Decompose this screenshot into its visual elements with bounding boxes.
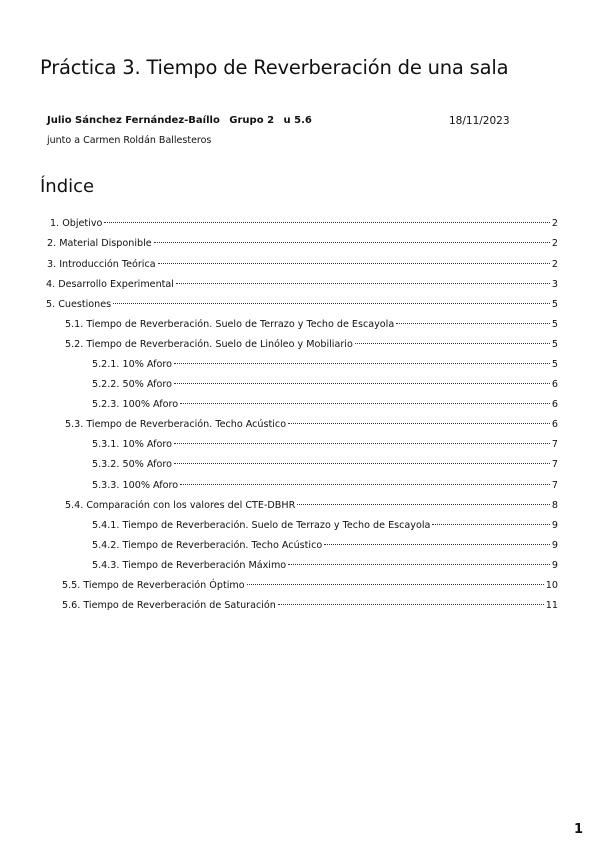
toc-entry-page: 2 xyxy=(551,218,558,229)
toc-leader-dots xyxy=(174,363,550,364)
toc-entry[interactable] xyxy=(92,558,558,574)
toc-entry[interactable] xyxy=(92,478,558,494)
toc-entry[interactable] xyxy=(92,538,558,554)
toc-entry[interactable] xyxy=(62,578,558,594)
toc-entry-label: 5.2.1. 10% Aforo xyxy=(92,359,172,370)
toc-entry-page: 5 xyxy=(551,359,558,370)
document-title: Práctica 3. Tiempo de Reverberación de una sala xyxy=(40,56,509,79)
toc-entry-label: 5.3.2. 50% Aforo xyxy=(92,459,172,470)
toc-leader-dots xyxy=(174,443,550,444)
toc-entry-page: 5 xyxy=(551,339,558,350)
toc-entry-page: 8 xyxy=(551,500,558,511)
toc-entry-page: 5 xyxy=(551,299,558,310)
toc-entry-page: 6 xyxy=(551,419,558,430)
toc-leader-dots xyxy=(180,484,550,485)
coauthor-line: junto a Carmen Roldán Ballesteros xyxy=(47,135,212,146)
toc-entry-page: 6 xyxy=(551,379,558,390)
toc-entry-page: 6 xyxy=(551,399,558,410)
toc-entry-page: 7 xyxy=(551,480,558,491)
toc-entry-label: 5.2.2. 50% Aforo xyxy=(92,379,172,390)
toc-entry[interactable] xyxy=(65,317,558,333)
toc-entry[interactable] xyxy=(46,277,558,293)
toc-entry-label: 2. Material Disponible xyxy=(47,238,152,249)
toc-entry[interactable] xyxy=(65,417,558,433)
toc-entry[interactable] xyxy=(92,518,558,534)
document-date: 18/11/2023 xyxy=(449,115,510,127)
toc-entry-page: 7 xyxy=(551,459,558,470)
toc-entry-page: 7 xyxy=(551,439,558,450)
toc-entry[interactable] xyxy=(62,598,558,614)
toc-leader-dots xyxy=(180,403,550,404)
toc-leader-dots xyxy=(154,242,550,243)
toc-entry-page: 2 xyxy=(551,259,558,270)
index-heading: Índice xyxy=(40,176,95,197)
toc-entry-label: 5.5. Tiempo de Reverberación Óptimo xyxy=(62,580,245,591)
toc-entry[interactable] xyxy=(65,498,558,514)
toc-entry-label: 5.3. Tiempo de Reverberación. Techo Acústico xyxy=(65,419,287,430)
toc-leader-dots xyxy=(113,303,550,304)
toc-entry[interactable] xyxy=(92,377,558,393)
toc-entry-label: 1. Objetivo xyxy=(50,218,103,229)
toc-leader-dots xyxy=(432,524,550,525)
toc-leader-dots xyxy=(288,423,550,424)
toc-leader-dots xyxy=(174,383,550,384)
toc-entry-label: 5.4.1. Tiempo de Reverberación. Suelo de Terrazo y Techo de Escayola xyxy=(92,520,431,531)
toc-entry-label: 5.4.2. Tiempo de Reverberación. Techo Acústico xyxy=(92,540,323,551)
toc-entry-label: 3. Introducción Teórica xyxy=(47,259,156,270)
toc-leader-dots xyxy=(247,584,544,585)
toc-entry[interactable] xyxy=(47,257,558,273)
toc-leader-dots xyxy=(158,263,550,264)
toc-entry-label: 5.4.3. Tiempo de Reverberación Máximo xyxy=(92,560,287,571)
author-name: Julio Sánchez Fernández-Baíllo xyxy=(47,115,220,126)
toc-entry[interactable] xyxy=(46,297,558,313)
toc-leader-dots xyxy=(396,323,550,324)
toc-leader-dots xyxy=(278,604,544,605)
toc-entry[interactable] xyxy=(92,457,558,473)
toc-leader-dots xyxy=(176,283,550,284)
toc-entry-label: 5.6. Tiempo de Reverberación de Saturación xyxy=(62,600,276,611)
toc-entry-page: 5 xyxy=(551,319,558,330)
toc-entry-page: 9 xyxy=(551,540,558,551)
author-line xyxy=(47,115,318,126)
group-label: Grupo 2 xyxy=(229,115,275,126)
toc-entry-label: 5. Cuestiones xyxy=(46,299,112,310)
subgroup-label: u 5.6 xyxy=(283,115,312,126)
toc-leader-dots xyxy=(324,544,550,545)
toc-leader-dots xyxy=(174,463,550,464)
toc-entry-label: 5.3.3. 100% Aforo xyxy=(92,480,179,491)
toc-leader-dots xyxy=(355,343,550,344)
page-number: 1 xyxy=(574,822,584,837)
toc-entry[interactable] xyxy=(50,216,558,232)
toc-entry[interactable] xyxy=(47,236,558,252)
toc-entry[interactable] xyxy=(65,337,558,353)
toc-entry-page: 9 xyxy=(551,560,558,571)
toc-entry-label: 4. Desarrollo Experimental xyxy=(46,279,174,290)
toc-entry[interactable] xyxy=(92,397,558,413)
toc-entry-page: 9 xyxy=(551,520,558,531)
toc-entry[interactable] xyxy=(92,437,558,453)
toc-entry-label: 5.2.3. 100% Aforo xyxy=(92,399,179,410)
toc-leader-dots xyxy=(288,564,550,565)
toc-entry-label: 5.2. Tiempo de Reverberación. Suelo de Linóleo y Mobiliario xyxy=(65,339,353,350)
toc-leader-dots xyxy=(297,504,550,505)
toc-leader-dots xyxy=(104,222,550,223)
toc-entry-page: 11 xyxy=(545,600,558,611)
toc-entry-page: 10 xyxy=(545,580,558,591)
toc-entry-page: 2 xyxy=(551,238,558,249)
toc-entry-label: 5.4. Comparación con los valores del CTE-DBHR xyxy=(65,500,296,511)
toc-entry-label: 5.3.1. 10% Aforo xyxy=(92,439,172,450)
toc-entry[interactable] xyxy=(92,357,558,373)
toc-entry-page: 3 xyxy=(551,279,558,290)
toc-entry-label: 5.1. Tiempo de Reverberación. Suelo de Terrazo y Techo de Escayola xyxy=(65,319,395,330)
